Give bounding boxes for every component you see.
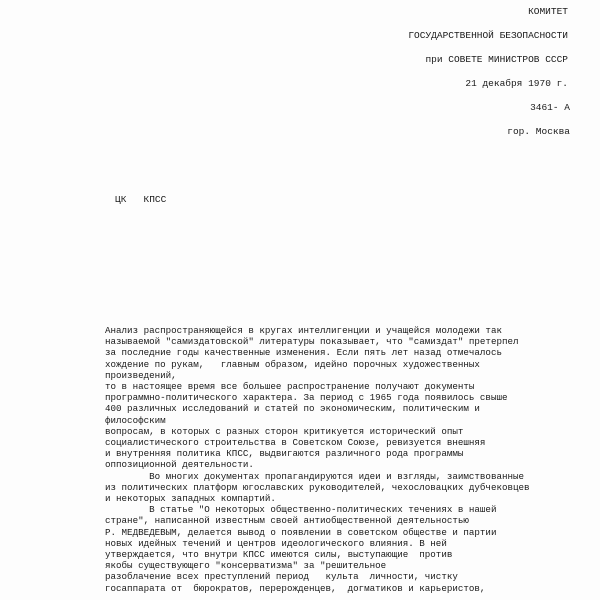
body-line: утверждается, что внутри КПСС имеются силы, выступающие против: [105, 549, 453, 561]
body-line: и внутренняя политика КПСС, выдвигаются различного рода программы: [105, 448, 464, 460]
body-line: и некоторых западных компартий.: [105, 493, 276, 505]
body-line: разоблачение всех преступлений период культа личности, чистку: [105, 571, 458, 583]
letter-body: [105, 325, 575, 594]
body-line: философским: [105, 414, 166, 426]
body-line: Р. МЕДВЕДЕВЫМ, делается вывод о появлении в советском обществе и партии: [105, 526, 497, 538]
body-line: то в настоящее время все большее распространение получают документы: [105, 381, 475, 393]
recipient: ЦК КПСС: [115, 194, 167, 205]
body-line: за последние годы качественные изменения. Если пять лет назад отмечалось: [105, 347, 502, 359]
body-line: из политических платформ югославских руководителей, чехословацких дубчековцев: [105, 481, 530, 493]
body-line: произведений,: [105, 369, 177, 381]
body-line: В статье "О некоторых общественно-политических течениях в нашей: [105, 504, 497, 516]
body-line: Во многих документах пропагандируются идеи и взгляды, заимствованные: [105, 470, 525, 482]
document-city: гор. Москва: [507, 126, 570, 137]
letterhead-state-security: ГОСУДАРСТВЕННОЙ БЕЗОПАСНОСТИ: [408, 30, 568, 41]
document-date: 21 декабря 1970 г.: [465, 78, 568, 89]
body-line: хождение по рукам, главным образом, идейно порочных художественных: [105, 358, 480, 370]
document-number: 3461- А: [530, 102, 570, 113]
letterhead-council: при СОВЕТЕ МИНИСТРОВ СССР: [425, 54, 568, 65]
body-line: вопросам, в которых с разных сторон критикуется исторический опыт: [105, 425, 464, 437]
body-line: оппозиционной деятельности.: [105, 459, 254, 471]
body-line: Анализ распространяющейся в кругах интеллигенции и учащейся молодежи так: [105, 325, 502, 336]
body-line: новых идейных течений и центров идеологического влияния. В ней: [105, 537, 447, 549]
body-line: 400 различных исследований и статей по экономическим, политическим и: [105, 403, 480, 415]
body-line: стране", написанной известным своей антиобщественной деятельностью: [105, 515, 469, 527]
body-line: якобы существующего "консерватизма" за "решительное: [105, 560, 387, 572]
body-line: госаппарата от бюрократов, перерожденцев, догматиков и карьеристов,: [105, 582, 486, 594]
body-line: программно-политического характера. За период с 1965 года появилось свыше: [105, 392, 508, 404]
body-line: называемой "самиздатовской" литературы показывает, что "самиздат" претерпел: [105, 336, 519, 348]
body-line: социалистического строительства в Советском Союзе, ревизуется внешняя: [105, 437, 486, 449]
letterhead-committee: КОМИТЕТ: [528, 6, 568, 17]
